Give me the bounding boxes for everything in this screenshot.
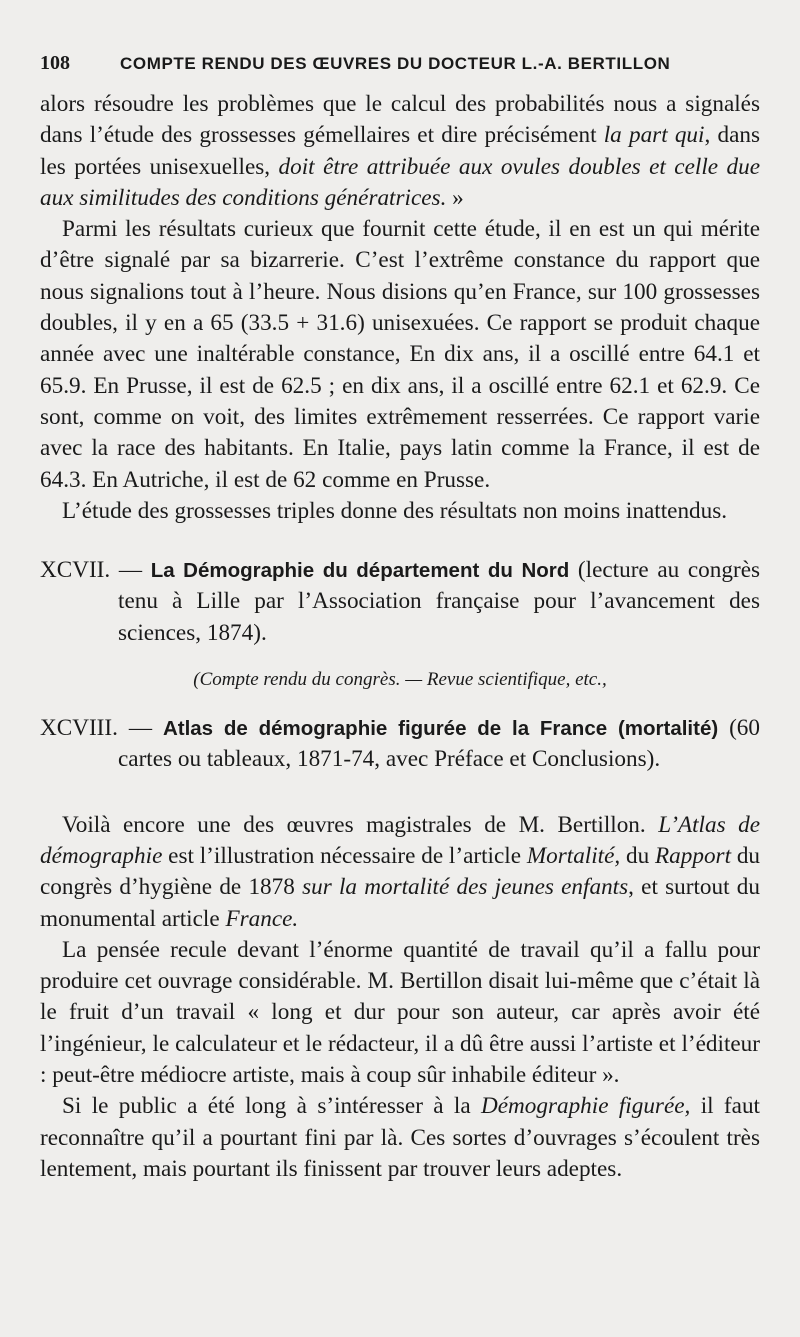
paragraph-continuation: alors résoudre les problèmes que le calcul des probabilités nous a signalés dans l’étude des grossesses gémellaires et dire précisément la part qui, dans les portées unisexuelles, doit être attribuée aux ovules doubles et celle due aux similitudes des conditions génératrices. » (40, 91, 761, 211)
bibliography-entry-xcvii: XCVII. — La Démographie du département du Nord (lecture au congrès tenu à Lille par l’Association française pour l’avancement des sciences, 1874). (40, 557, 761, 646)
paragraph-triples: L’étude des grossesses triples donne des résultats non moins inattendus. (62, 497, 728, 524)
running-head (40, 52, 760, 75)
paragraph-constance: Parmi les résultats curieux que fournit cette étude, il en est un qui mérite d’être signalé par sa bizarrerie. C’est l’extrême constance du rapport que nous signalions tout à l’heure. Nous disions qu’en France, sur 100 grossesses doubles, il y en a 65 (33.5 + 31.6) unisexuées. Ce rapport se produit chaque année avec une inaltérable constance, En dix ans, il a oscillé entre 64.1 et 65.9. En Prusse, il est de 62.5 ; en dix ans, il a oscillé entre 62.1 et 62.9. Ce sont, comme on voit, des limites extrêmement resserrées. Ce rapport varie avec la race des habitants. En Italie, pays latin comme la France, il est de 64.3. En Autriche, il est de 62 comme en Prusse. (40, 216, 760, 493)
paragraph-atlas: Voilà encore une des œuvres magistrales de M. Bertillon. L’Atlas de démographie est l’illustration nécessaire de l’article Mortalité, du Rapport du congrès d’hygiène de 1878 sur la mortalité des jeunes enfants, et surtout du monumental article France. (40, 811, 761, 932)
page-number: 108 (40, 52, 70, 74)
paragraph-public: Si le public a été long à s’intéresser à la Démographie figurée, il faut reconnaître qu’il a pourtant fini par là. Ces sortes d’ouvrages s’écoulent très lentement, mais pourtant ils finissent par trouver leurs adeptes. (40, 1093, 760, 1182)
running-title: COMPTE RENDU DES ŒUVRES DU DOCTEUR L.-A. BERTILLON (120, 54, 671, 73)
bibliography-entry-xcviii: XCVIII. — Atlas de démographie figurée de la France (mortalité) (60 cartes ou tableaux, 1871-74, avec Préface et Conclusions). (40, 715, 760, 773)
paragraph-travail: La pensée recule devant l’énorme quantité de travail qu’il a fallu pour produire cet ouvrage considérable. M. Bertillon disait lui-même que c’était là le fruit d’un travail « long et dur pour son auteur, car après avoir été l’ingénieur, le calculateur et le rédacteur, il a dû être aussi l’artiste et l’éditeur : peut-être médiocre artiste, mais à coup sûr inhabile éditeur ». (40, 936, 760, 1089)
entry-source-note: (Compte rendu du congrès. — Revue scientifique, etc., (193, 669, 607, 691)
